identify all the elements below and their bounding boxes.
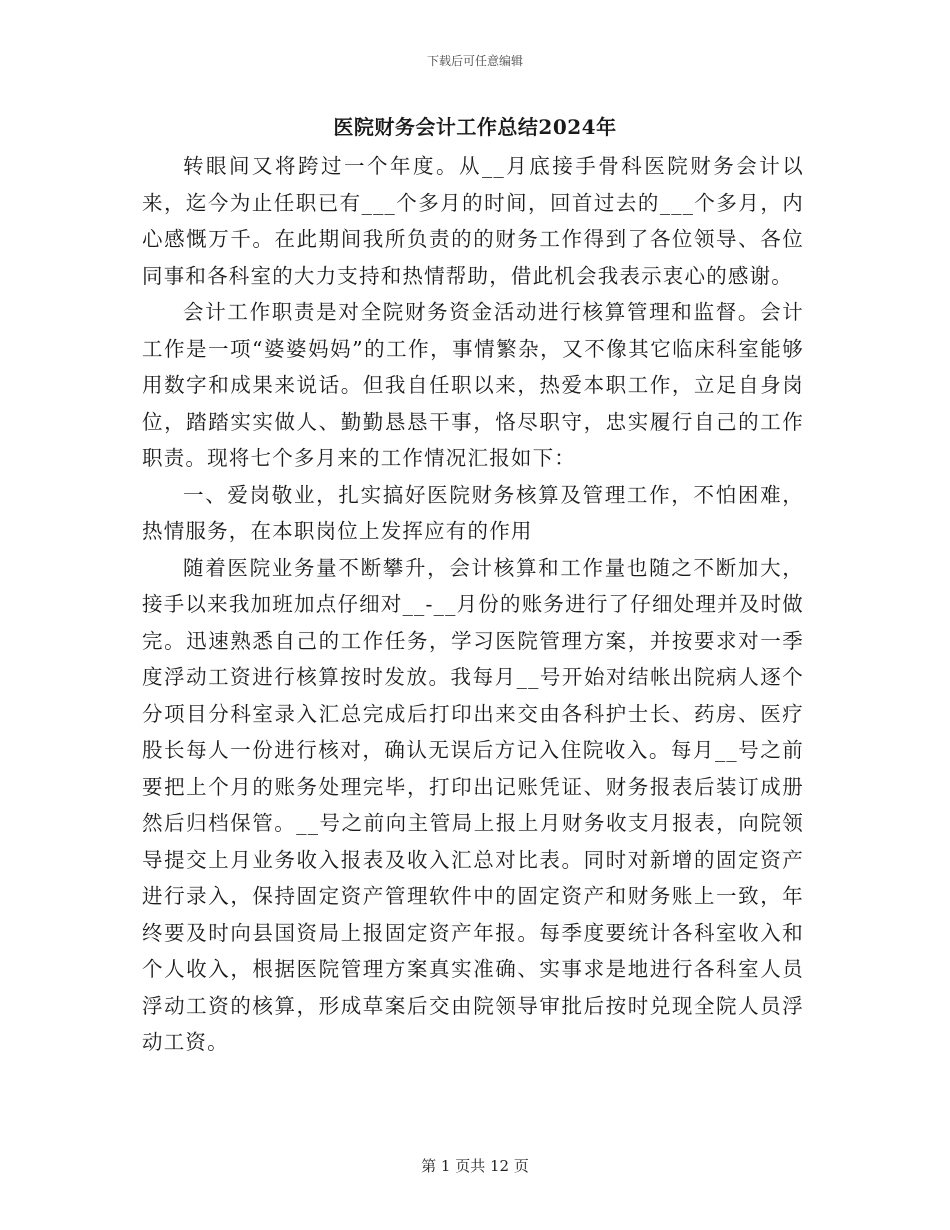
paragraph-intro: 转眼间又将跨过一个年度。从__月底接手骨科医院财务会计以来，迄今为止任职已有___个多月的时间，回首过去的___个多月，内心感慨万千。在此期间我所负责的的财务工作得到了各位领导、各位同事和各科室的大力支持和热情帮助，借此机会我表示衷心的感谢。 xyxy=(142,154,804,288)
paragraph-duties: 会计工作职责是对全院财务资金活动进行核算管理和监督。会计工作是一项“婆婆妈妈”的工作，事情繁杂，又不像其它临床科室能够用数字和成果来说话。但我自任职以来，热爱本职工作，立足自身岗位，踏踏实实做人、勤勤恳恳干事，恪尽职守，忠实履行自己的工作职责。现将七个多月来的工作情况汇报如下： xyxy=(142,300,804,470)
section-heading-1: 一、爱岗敬业，扎实搞好医院财务核算及管理工作，不怕困难，热情服务，在本职岗位上发挥应有的作用 xyxy=(142,482,804,543)
page-footer: 第 1 页共 12 页 xyxy=(421,1157,529,1175)
paragraph-work-details: 随着医院业务量不断攀升，会计核算和工作量也随之不断加大，接手以来我加班加点仔细对__-__月份的账务进行了仔细处理并及时做完。迅速熟悉自己的工作任务，学习医院管理方案，并按要求对一季度浮动工资进行核算按时发放。我每月__号开始对结帐出院病人逐个分项目分科室录入汇总完成后打印出来交由各科护士长、药房、医疗股长每人一份进行核对，确认无误后方记入住院收入。每月__号之前要把上个月的账务处理完毕，打印出记账凭证、财务报表后装订成册然后归档保管。__号之前向主管局上报上月财务收支月报表，向院领导提交上月业务收入报表及收入汇总对比表。同时对新增的固定资产进行录入，保持固定资产管理软件中的固定资产和财务账上一致，年终要及时向县国资局上报固定资产年报。每季度要统计各科室收入和个人收入，根据医院管理方案真实准确、实事求是地进行各科室人员浮动工资的核算，形成草案后交由院领导审批后按时兑现全院人员浮动工资。 xyxy=(142,555,804,1054)
document-body xyxy=(142,148,804,1061)
document-title: 医院财务会计工作总结2024年 xyxy=(333,115,617,139)
header-note: 下载后可任意编辑 xyxy=(426,54,523,68)
